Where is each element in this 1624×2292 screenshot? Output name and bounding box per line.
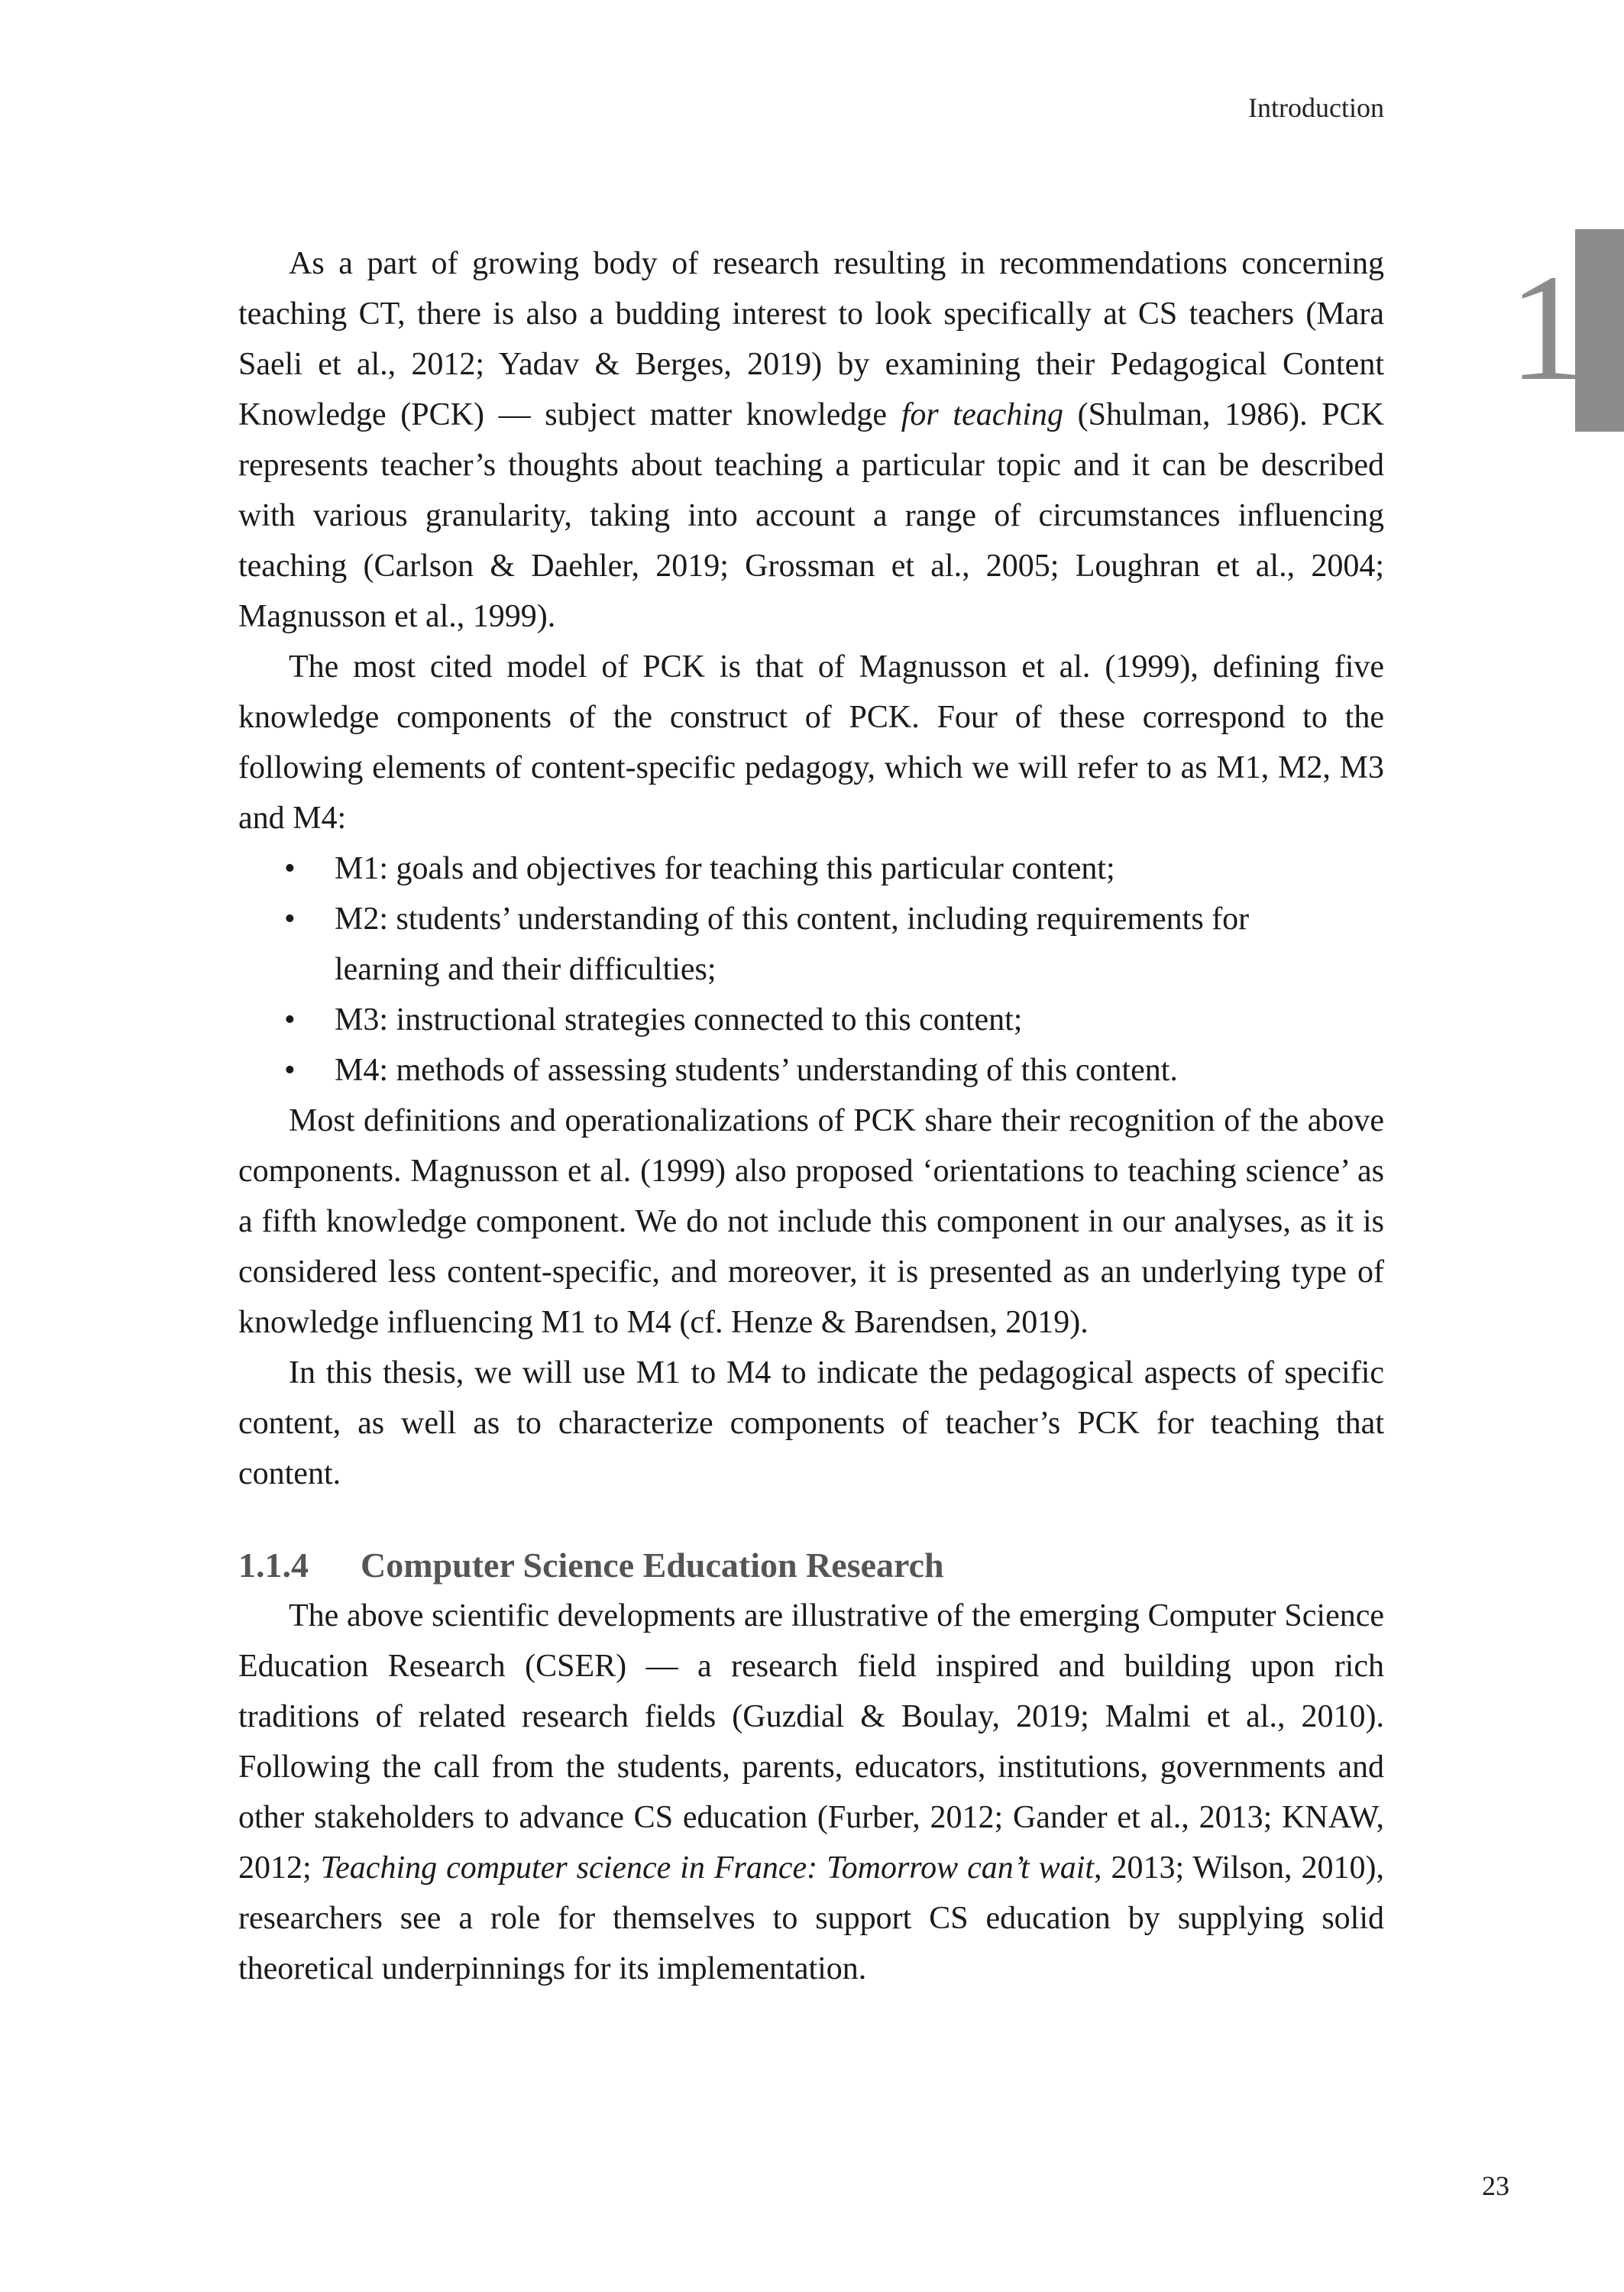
paragraph: The most cited model of PCK is that of Magnusson et al. (1999), defining five knowledge components of the construct of PCK. Four of these correspond to the following elements of content-specific pedagogy, which we will refer to as M1, M2, M3 and M4: (238, 649, 1384, 836)
section-heading (238, 1540, 1384, 1591)
list-item: • M1: goals and objectives for teaching this particular content; (238, 843, 1251, 894)
pck-components-list (238, 843, 1384, 1096)
paragraph: Most definitions and operationalizations of PCK share their recognition of the above components. Magnusson et al. (1999) also proposed ‘orientations to teaching science’ as a fifth knowledge component. We do not include this component in our analyses, as it is considered less content-specific, and moreover, it is presented as an underlying type of knowledge influencing M1 to M4 (cf. Henze & Barendsen, 2019). (238, 1103, 1384, 1340)
list-item: • M2: students’ understanding of this content, including requirements for learning and their difficulties; (238, 894, 1251, 995)
chapter-number: 1 (1509, 244, 1585, 413)
section-title: Computer Science Education Research (361, 1546, 944, 1585)
running-head: Introduction (1248, 92, 1384, 123)
section-number: 1.1.4 (238, 1546, 309, 1585)
paragraph: In this thesis, we will use M1 to M4 to indicate the pedagogical aspects of specific content, as well as to characterize components of teacher’s PCK for teaching that content. (238, 1355, 1384, 1491)
paragraph: The above scientific developments are illustrative of the emerging Computer Science Education Research (CSER) — a research field inspired and building upon rich traditions of related research fields (Guzdial & Boulay, 2019; Malmi et al., 2010). Following the call from the students, parents, educators, institutions, governments and other stakeholders to advance CS education (Furber, 2012; Gander et al., 2013; KNAW, 2012; Teaching computer science in France: Tomorrow can’t wait, 2013; Wilson, 2010), researchers see a role for themselves to support CS education by supplying solid theoretical underpinnings for its implementation. (238, 1598, 1385, 1986)
paragraph: As a part of growing body of research resulting in recommendations concerning teaching CT, there is also a budding interest to look specifically at CS teachers (Mara Saeli et al., 2012; Yadav & Berges, 2019) by examining their Pedagogical Content Knowledge (PCK) — subject matter knowledge for teaching (Shulman, 1986). PCK represents teacher’s thoughts about teaching a particular topic and it can be described with various granularity, taking into account a range of circumstances influencing teaching (Carlson & Daehler, 2019; Grossman et al., 2005; Loughran et al., 2004; Magnusson et al., 1999). (238, 246, 1384, 634)
list-item: • M3: instructional strategies connected to this content; (238, 995, 1251, 1045)
body-text (238, 238, 1384, 1994)
list-item: • M4: methods of assessing students’ understanding of this content. (238, 1045, 1251, 1096)
page-number: 23 (1482, 2171, 1509, 2201)
